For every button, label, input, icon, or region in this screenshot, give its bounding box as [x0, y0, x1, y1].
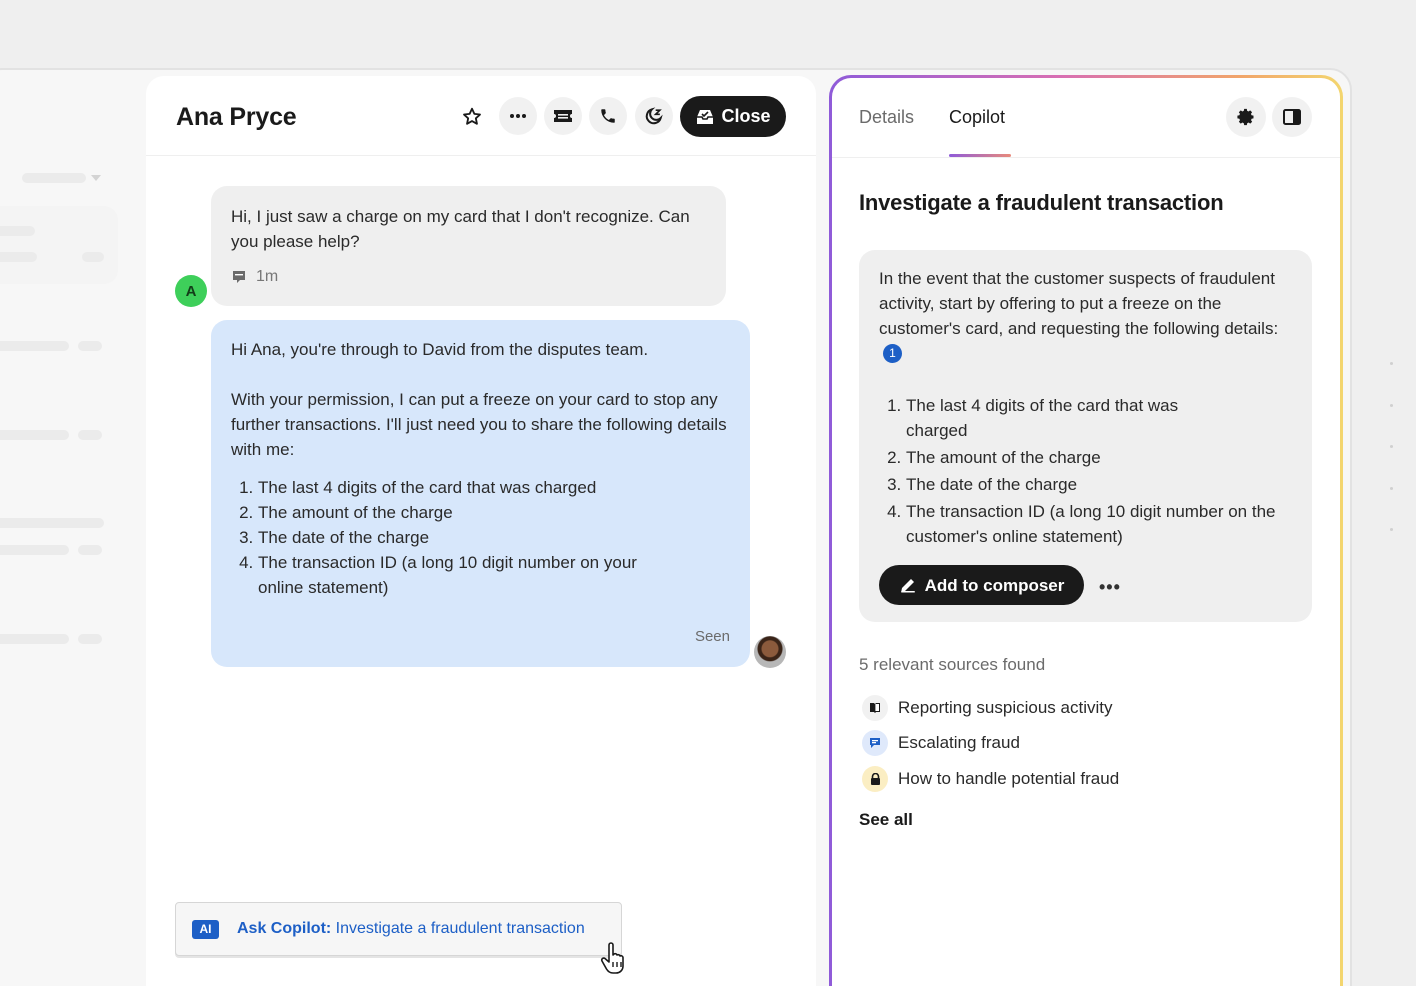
decorative-dot: [1390, 362, 1393, 365]
tab-details[interactable]: Details: [859, 107, 915, 127]
see-all-link[interactable]: See all: [859, 810, 913, 829]
outgoing-message-body: With your permission, I can put a freeze on your card to stop any further transactions. I'll just need you to share the following details with me:: [231, 390, 727, 459]
citation-badge[interactable]: 1: [883, 344, 902, 363]
sidebar-panel-icon: [1283, 109, 1301, 125]
incoming-message-text: Hi, I just saw a charge on my card that I don't recognize. Can you please help?: [231, 207, 690, 251]
copilot-answer-card: [859, 250, 1312, 622]
chevron-down-icon: [91, 175, 101, 181]
copilot-answer-body: In the event that the customer suspects of fraudulent activity, start by offering to put a freeze on the customer's card, and requesting the following details:: [879, 269, 1279, 338]
sidebar-skeleton-line: [0, 226, 35, 236]
source-item[interactable]: [862, 695, 1112, 721]
list-item: 2. The amount of the charge: [258, 500, 730, 525]
list-item: 2. The amount of the charge: [906, 445, 1292, 470]
list-item: 4. The transaction ID (a long 10 digit number on your online statement): [258, 550, 730, 600]
close-conversation-button[interactable]: [680, 96, 786, 137]
hand-cursor-icon: [600, 942, 630, 976]
more-dots-icon: [509, 113, 527, 119]
phone-icon: [599, 107, 617, 125]
source-label: Escalating fraud: [898, 733, 1020, 752]
sidebar-skeleton-line: [78, 341, 102, 351]
sidebar-skeleton-line: [0, 252, 37, 262]
outgoing-message-intro: Hi Ana, you're through to David from the disputes team.: [231, 340, 649, 359]
decorative-dot: [1390, 404, 1393, 407]
decorative-dot: [1390, 445, 1393, 448]
ticket-button[interactable]: [544, 97, 582, 135]
conversation-panel: [146, 76, 816, 986]
sidebar-skeleton-line: [78, 430, 102, 440]
list-item: 3. The date of the charge: [258, 525, 730, 550]
agent-avatar[interactable]: [754, 636, 786, 668]
incoming-message-meta: [232, 268, 278, 286]
ask-copilot-label: Ask Copilot:: [237, 920, 332, 937]
more-options-button[interactable]: [499, 97, 537, 135]
sidebar-skeleton-filter: [22, 173, 86, 183]
ticket-icon: [553, 108, 573, 124]
source-item[interactable]: [862, 766, 1119, 792]
list-item: 3. The date of the charge: [906, 472, 1292, 497]
sidebar-skeleton-line: [78, 634, 102, 644]
snooze-button[interactable]: [635, 97, 673, 135]
chat-flag-icon: [862, 730, 888, 756]
copilot-answer-list: [879, 393, 1292, 549]
seen-status: Seen: [694, 628, 730, 645]
lock-icon: [862, 766, 888, 792]
outgoing-message: [211, 320, 750, 667]
decorative-dot: [1390, 528, 1393, 531]
pencil-icon: [899, 576, 917, 594]
ask-copilot-query: Investigate a fraudulent transaction: [335, 920, 585, 937]
list-item: 4. The transaction ID (a long 10 digit number on the customer's online statement): [906, 499, 1292, 549]
list-item: 1. The last 4 digits of the card that was charged: [258, 475, 730, 500]
incoming-message-time: 1m: [256, 268, 279, 285]
source-label: Reporting suspicious activity: [898, 698, 1113, 717]
list-item: 1. The last 4 digits of the card that was charged: [906, 393, 1292, 443]
sidebar-skeleton-card: [0, 206, 118, 284]
gear-icon: [1236, 107, 1256, 127]
snooze-moon-icon: [644, 106, 664, 126]
sidebar-skeleton-line: [0, 341, 69, 351]
sidebar-skeleton-line: [0, 545, 69, 555]
sidebar-skeleton-line: [0, 634, 69, 644]
copilot-answer-text: [879, 266, 1292, 366]
active-tab-indicator: [949, 154, 1011, 157]
decorative-dot: [1390, 487, 1393, 490]
star-icon[interactable]: [458, 103, 486, 131]
ask-copilot-suggestion[interactable]: [175, 902, 622, 956]
inbox-close-icon: [695, 108, 715, 126]
outgoing-message-list: [231, 475, 730, 600]
sidebar-skeleton-line: [0, 518, 104, 528]
source-label: How to handle potential fraud: [898, 769, 1120, 788]
conversation-header: [146, 76, 816, 156]
call-button[interactable]: [589, 97, 627, 135]
avatar[interactable]: A: [175, 275, 207, 307]
sidebar-skeleton-line: [0, 430, 69, 440]
source-item[interactable]: [862, 730, 1020, 756]
sources-heading: 5 relevant sources found: [859, 655, 1046, 674]
tab-copilot[interactable]: Copilot: [949, 107, 1006, 127]
copilot-header: [832, 78, 1340, 158]
sidebar-skeleton-line: [78, 545, 102, 555]
settings-button[interactable]: [1226, 97, 1266, 137]
book-icon: [862, 695, 888, 721]
ai-badge: AI: [192, 920, 219, 939]
close-button-label: Close: [721, 106, 771, 126]
sidebar-skeleton-line: [82, 252, 104, 262]
add-to-composer-label: Add to composer: [924, 575, 1065, 595]
copilot-panel: [829, 75, 1343, 986]
incoming-message: [211, 186, 726, 306]
chat-channel-icon: [232, 270, 246, 284]
answer-more-button[interactable]: •••: [1099, 577, 1121, 597]
copilot-answer-title: Investigate a fraudulent transaction: [859, 190, 1224, 215]
add-to-composer-button[interactable]: [879, 565, 1084, 605]
conversation-title: Ana Pryce: [176, 103, 297, 131]
copilot-panel-inner: [832, 78, 1340, 986]
toggle-panel-button[interactable]: [1272, 97, 1312, 137]
